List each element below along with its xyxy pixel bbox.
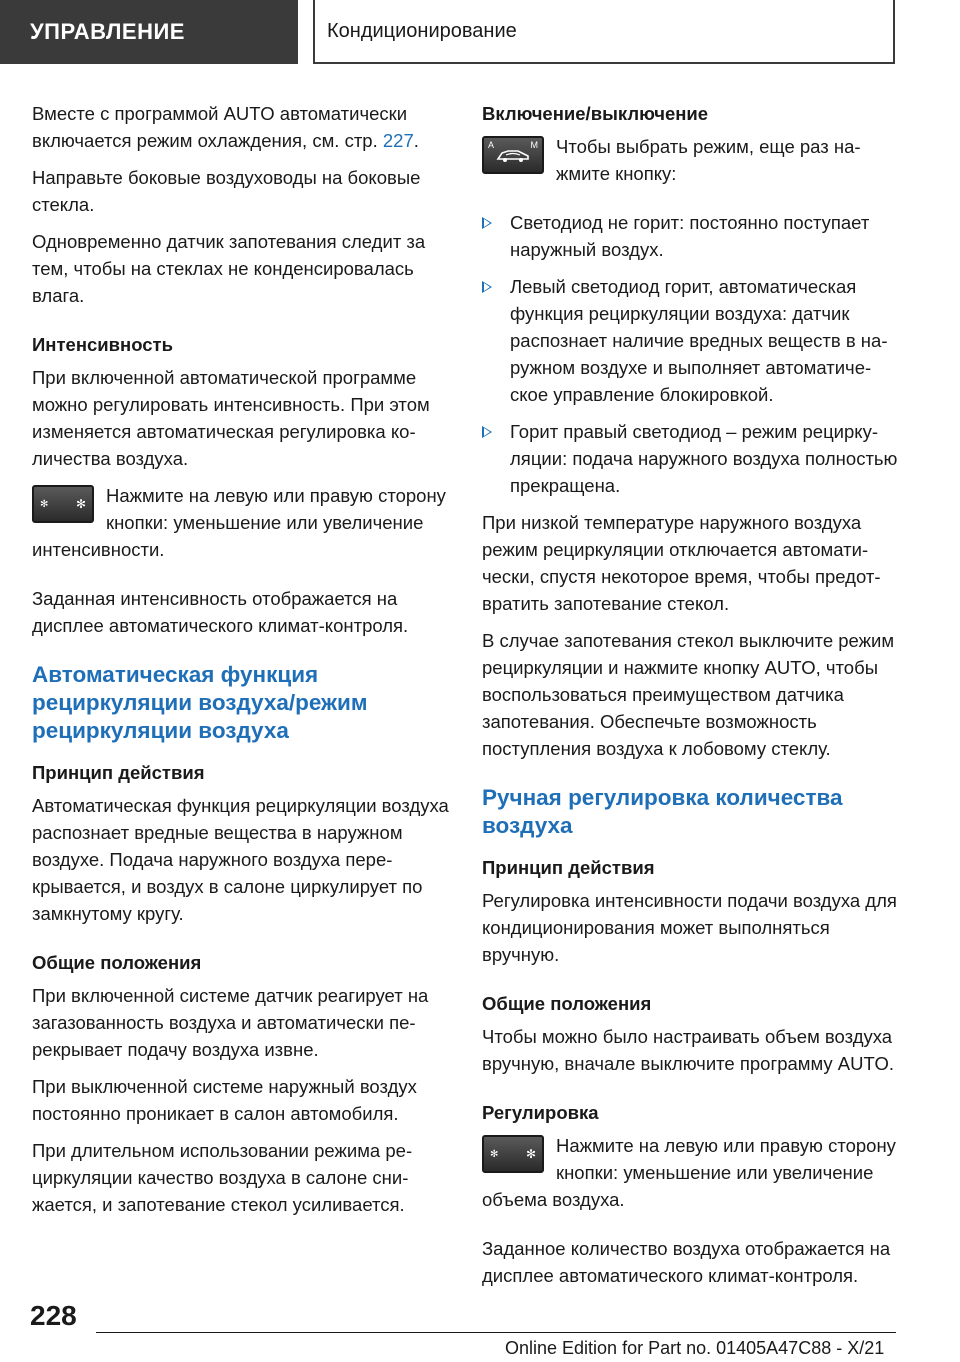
list-item: Левый светодиод горит, автоматическая функция рециркуляции воздуха: датчик распознает наличие вредных веществ в наружном воздухе и выполняет автоматическое управление блокировкой.	[482, 273, 898, 408]
footer-divider	[96, 1332, 896, 1333]
led-m-label: M	[530, 140, 538, 150]
paragraph: Заданная интенсивность отображается на дисплее автоматического климат-контроля.	[32, 588, 409, 636]
subheading-adjustment: Регулировка	[482, 1102, 599, 1123]
airflow-instruction	[482, 1132, 898, 1223]
subheading-principle: Принцип действия	[32, 762, 205, 783]
list-item: Горит правый светодиод – режим рециркуляции: подача наружного воздуха полностью прекращена.	[482, 418, 898, 499]
fan-button-icon	[32, 485, 94, 523]
fan-small-icon: ✻	[40, 498, 49, 510]
page-number: 228	[30, 1300, 77, 1331]
paragraph: При низкой температуре наружного воздуха режим рециркуляции отключается автоматически, спустя некоторое время, чтобы предотвратить запотевание стекол.	[482, 512, 881, 614]
paragraph: Нажмите на левую или правую сторону кнопки: уменьшение или увеличение интенсивности.	[32, 485, 446, 560]
triangle-bullet-icon	[482, 426, 492, 438]
paragraph: Нажмите на левую или правую сторону кнопки: уменьшение или увеличение объема воздуха.	[482, 1135, 896, 1210]
fan-button-icon	[482, 1135, 544, 1173]
fan-large-icon: ✻	[525, 1147, 536, 1161]
section-tab: УПРАВЛЕНИЕ	[0, 0, 298, 64]
triangle-bullet-icon	[482, 281, 492, 293]
paragraph: В случае запотевания стекол выключите режим рециркуляции и нажмите кнопку AUTO, чтобы воспользоваться преимуществом датчика запотевания. Обеспечьте возможность поступления воздуха к лобовому стеклу.	[482, 630, 895, 759]
recirculation-button-icon	[482, 136, 544, 174]
paragraph: Автоматическая функция рециркуляции воздуха распознает вредные вещества в наружном воздухе. Подача наружного воздуха перекрывается, и воздух в салоне циркулирует по замкнутому кругу.	[32, 795, 449, 924]
intensity-instruction	[32, 482, 450, 573]
section-heading-manual-airflow: Ручная регулировка количества воздуха	[482, 785, 843, 838]
paragraph: При выключенной системе наружный воздух постоянно проникает в салон автомобиля.	[32, 1076, 417, 1124]
subheading-principle: Принцип действия	[482, 857, 655, 878]
subheading-intensity: Интенсивность	[32, 334, 173, 355]
subheading-general: Общие положения	[32, 952, 202, 973]
paragraph: Регулировка интенсивности подачи воздуха для кондиционирования может выполняться вручную.	[482, 890, 897, 965]
triangle-bullet-icon	[482, 217, 492, 229]
chapter-title: Кондиционирование	[313, 0, 895, 64]
subheading-on-off: Включение/выключение	[482, 103, 709, 124]
paragraph: При включенной системе датчик реагирует на загазованность воздуха и автоматически перекрывает подачу воздуха извне.	[32, 985, 429, 1060]
led-a-label: A	[488, 140, 495, 150]
paragraph: Чтобы выбрать режим, еще раз нажмите кнопку:	[556, 136, 861, 184]
fan-large-icon: ✻	[75, 497, 86, 511]
paragraph: Вместе с программой AUTO автоматически включается режим охлаждения, см. стр. 227.	[32, 103, 419, 151]
paragraph: Одновременно датчик запотевания следит за тем, чтобы на стеклах не конденсировалась влага.	[32, 231, 426, 306]
section-heading-recirculation: Автоматическая функция рециркуляции воздуха/режим рециркуляции воздуха	[32, 662, 368, 743]
subheading-general: Общие положения	[482, 993, 652, 1014]
car-recirculation-icon	[496, 147, 530, 163]
left-column	[32, 100, 450, 1228]
recirculation-instruction	[482, 133, 898, 197]
right-column	[482, 100, 898, 1299]
list-item: Светодиод не горит: постоянно поступает наружный воздух.	[482, 209, 898, 263]
paragraph: Направьте боковые воздуховоды на боковые стекла.	[32, 167, 421, 215]
paragraph: При длительном использовании режима рециркуляции качество воздуха в салоне снижается, и запотевание стекол усиливается.	[32, 1140, 413, 1215]
paragraph: Заданное количество воздуха отображается на дисплее автоматического климат-контроля.	[482, 1238, 891, 1286]
edition-note: Online Edition for Part no. 01405A47C88 - X/21	[505, 1338, 885, 1358]
paragraph: Чтобы можно было настраивать объем воздуха вручную, вначале выключите программу AUTO.	[482, 1026, 895, 1074]
fan-small-icon: ✻	[490, 1148, 499, 1160]
page-link[interactable]: 227	[382, 130, 414, 151]
led-state-list	[482, 209, 898, 499]
paragraph: При включенной автоматической программе можно регулировать интенсивность. При этом изменяется автоматическая регулировка количества воздуха.	[32, 367, 430, 469]
